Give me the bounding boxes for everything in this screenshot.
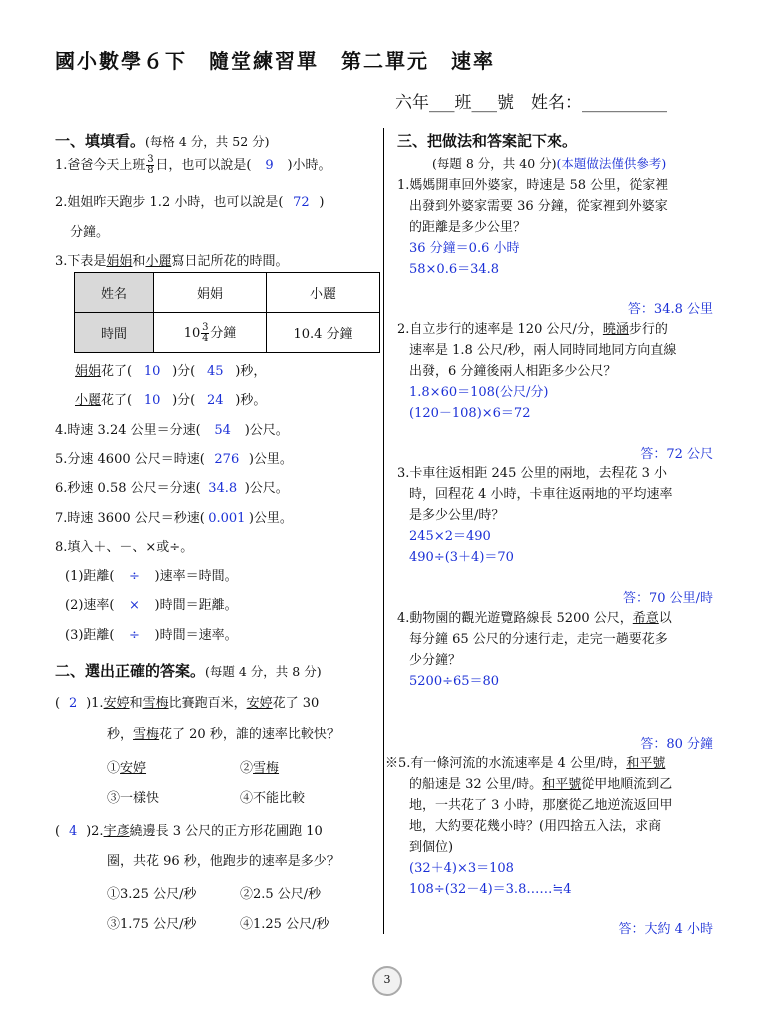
table-header: 娟娟 [154,273,267,313]
table-cell: 10.4 分鐘 [267,313,380,353]
question-3-2: 2.自立步行的速率是 120 公尺/分，曉涵步行的 速率是 1.8 公尺/秒，兩人同時同地同方向直線 出發，6 分鐘後兩人相距多少公尺？ 1.8×60＝108(公尺/分) (120－108)×6＝72 [397,322,677,421]
student-info: 六年___班___號 姓名：__________ [395,93,667,113]
answer-3-3: 答：70 公里/時 [622,591,713,606]
option-2: ②2.5 公尺/秒 [240,887,322,902]
section-1-note: (每格 4 分，共 52 分) [145,134,270,149]
question-2-1: ( 2 )1.安婷和雪梅比賽跑百米，安婷花了 30 [55,696,320,711]
question-2-2-line2: 圈，共花 96 秒，他跑步的速率是多少？ [107,854,340,869]
page-title: 國小數學６下 隨堂練習單 第二單元 速率 [55,49,495,73]
table-row-label: 時間 [75,313,154,353]
question-1-8: 8.填入＋、－、×或÷。 [55,540,194,555]
answer-3-5: 答：大約 4 小時 [618,922,713,937]
column-divider [383,128,384,934]
section-1-title: 一、填填看。 [55,132,146,150]
question-1-8-2: (2)速率( × )時間＝距離。 [65,598,238,613]
question-1-8-1: (1)距離( ÷ )速率＝時間。 [65,569,238,584]
question-2-1-line2: 秒，雪梅花了 20 秒，誰的速率比較快？ [107,727,340,742]
question-1-3a: 娟娟花了( 10 )分( 45 )秒， [75,364,267,379]
option-2: ②雪梅 [240,761,280,776]
question-1-1: 1.爸爸今天上班 $\frac{3}{8}$ 日，也可以說是( 9 )小時。 [55,154,332,176]
option-3: ③1.75 公尺/秒 [107,917,197,932]
section-2-heading: 二、選出正確的答案。(每題 4 分，共 8 分) [55,662,322,680]
answer: 9 [265,158,274,173]
question-1-4: 4.時速 3.24 公里＝分速( 54 )公尺。 [55,423,289,438]
option-3: ③一樣快 [107,791,160,806]
question-2-2: ( 4 )2.宇彥繞邊長 3 公尺的正方形花圃跑 10 [55,824,323,839]
question-3-3: 3.卡車往返相距 245 公里的兩地，去程花 3 小 時，回程花 4 小時，卡車往返兩地的平均速率 是多少公里/時？ 245×2＝490 490÷(3＋4)＝70 [397,466,673,565]
answer: 72 [293,195,310,210]
question-1-6: 6.秒速 0.58 公尺＝分速( 34.8 )公尺。 [55,481,289,496]
table-header: 小麗 [267,273,380,313]
option-4: ④不能比較 [240,791,306,806]
section-3-title: 三、把做法和答案記下來。 [397,132,578,150]
question-3-5: ※5.有一條河流的水流速率是 4 公里/時，和平號 的船速是 32 公里/時。和平號從甲地順流到乙 地，一共花了 3 小時，那麼從乙地逆流返回甲 地，大約要花幾小時？(用四捨五入法，求商 到個位) (32＋4)×3＝108 108÷(32－4)＝3.8……≒4 [385,756,673,897]
fraction: $\frac{3}{8}$ [147,154,154,176]
table-header: 姓名 [75,273,154,313]
section-3-note: (每題 8 分，共 40 分)(本題做法僅供參考) [432,156,667,171]
question-1-5: 5.分速 4600 公尺＝時速( 276 )公里。 [55,452,293,467]
answer-3-2: 答：72 公尺 [640,447,713,462]
table-cell: 10 $\frac{3}{4}$ 分鐘 [154,313,267,353]
question-1-3: 3.下表是娟娟和小麗寫日記所花的時間。 [55,254,289,269]
time-table [74,272,380,353]
answer-3-4: 答：80 分鐘 [640,737,713,752]
question-1-3b: 小麗花了( 10 )分( 24 )秒。 [75,393,267,408]
option-1: ①安婷 [107,761,147,776]
option-4: ④1.25 公尺/秒 [240,917,330,932]
question-1-2: 2.姐姐昨天跑步 1.2 小時，也可以說是( 72 ) [55,195,325,210]
question-1-7: 7.時速 3600 公尺＝秒速( 0.001 )公里。 [55,511,293,526]
question-1-2-line2: 分鐘。 [70,225,110,240]
question-3-1: 1.媽媽開車回外婆家，時速是 58 公里，從家裡 出發到外婆家需要 36 分鐘，從家裡到外婆家 的距離是多少公里？ 36 分鐘＝0.6 小時 58×0.6＝34.8 [397,178,669,277]
page-number: 3 [372,966,402,996]
option-1: ①3.25 公尺/秒 [107,887,197,902]
answer-3-1: 答：34.8 公里 [627,302,713,317]
question-3-4: 4.動物園的觀光遊覽路線長 5200 公尺，希意以 每分鐘 65 公尺的分速行走，走完一趟要花多 少分鐘？ 5200÷65＝80 [397,611,672,689]
section-1-heading [55,130,270,151]
question-1-8-3: (3)距離( ÷ )時間＝速率。 [65,628,238,643]
